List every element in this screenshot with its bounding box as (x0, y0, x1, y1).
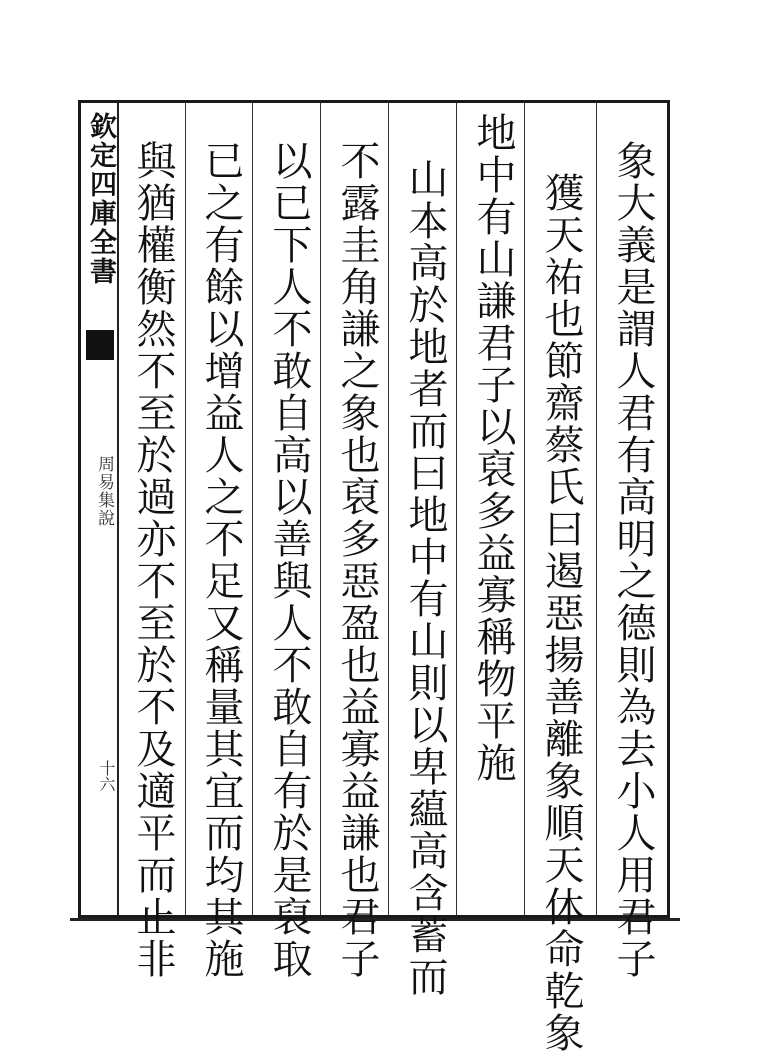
column-rule (596, 103, 597, 915)
spine-fishtail-mark (86, 330, 114, 360)
text-column-1: 象大義是謂人君有高明之德則為去小人用君子 (610, 140, 656, 980)
column-rule (524, 103, 525, 915)
text-column-4: 山本高於地者而曰地中有山則以卑藴高含蓄而 (402, 158, 448, 998)
column-rule (320, 103, 321, 915)
spine-book-title: 周易集說 (94, 455, 114, 527)
spine-title: 欽定四庫全書 (85, 112, 116, 286)
column-rule (456, 103, 457, 915)
column-rule (252, 103, 253, 915)
column-rule (388, 103, 389, 915)
text-column-3: 地中有山謙君子以裒多益寡稱物平施 (470, 112, 516, 784)
text-column-8: 與猶權衡然不至於過亦不至於不及適平而止非 (130, 140, 176, 980)
spine-page-number: 十六 (97, 760, 116, 792)
text-column-5: 不露圭角謙之象也裒多惡盈也益寡益謙也君子 (334, 140, 380, 980)
text-column-6: 以已下人不敢自高以善與人不敢自有於是裒取 (266, 140, 312, 980)
text-column-7: 已之有餘以增益人之不足又稱量其宜而均其施 (198, 140, 244, 980)
column-rule (185, 103, 186, 915)
text-column-2: 獲天祐也節齋蔡氏曰遏惡揚善離象順天休命乾象 (538, 172, 584, 1054)
